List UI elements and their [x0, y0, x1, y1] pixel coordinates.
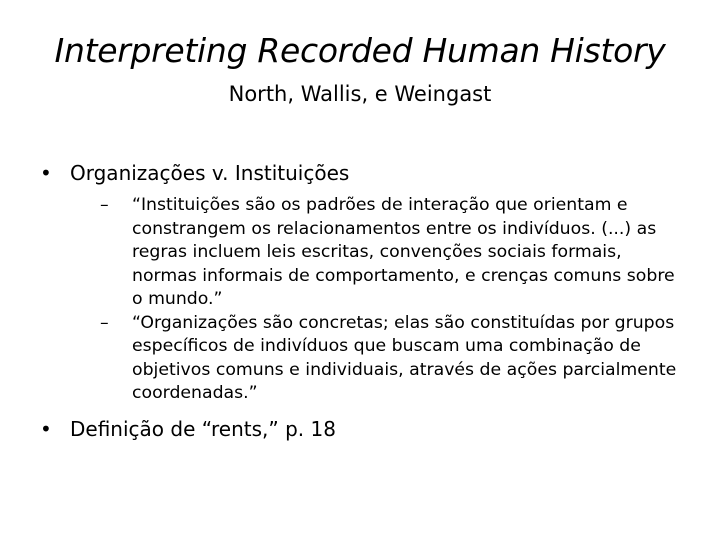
bullet-text: Organizações v. Instituições — [70, 161, 350, 185]
subbullet-marker: – — [100, 195, 109, 215]
bullet-item — [40, 416, 680, 442]
bullet-marker: • — [40, 416, 52, 441]
subbullet-list — [70, 194, 680, 406]
slide-title: Interpreting Recorded Human History — [54, 31, 666, 70]
subbullet-item — [70, 312, 680, 406]
bullet-item — [40, 160, 680, 406]
subbullet-text: “Organizações são concretas; elas são constituídas por grupos específicos de indivíduos que buscam uma combinação de objetivos comuns e individuais, através de ações parcialmente coordenadas.” — [132, 312, 677, 403]
subbullet-text: “Instituições são os padrões de interação que orientam e constrangem os relacionamentos entre os indivíduos. (...) as regras incluem leis escritas, convenções sociais formais, normas informais de comportamento, e crenças comuns sobre o mundo.” — [132, 195, 675, 309]
subbullet-item — [70, 194, 680, 312]
subbullet-marker: – — [100, 312, 109, 333]
slide-subtitle: North, Wallis, e Weingast — [228, 82, 492, 106]
bullet-marker: • — [40, 161, 52, 185]
bullet-text: Definição de “rents,” p. 18 — [70, 416, 336, 441]
bullet-list — [40, 160, 680, 442]
